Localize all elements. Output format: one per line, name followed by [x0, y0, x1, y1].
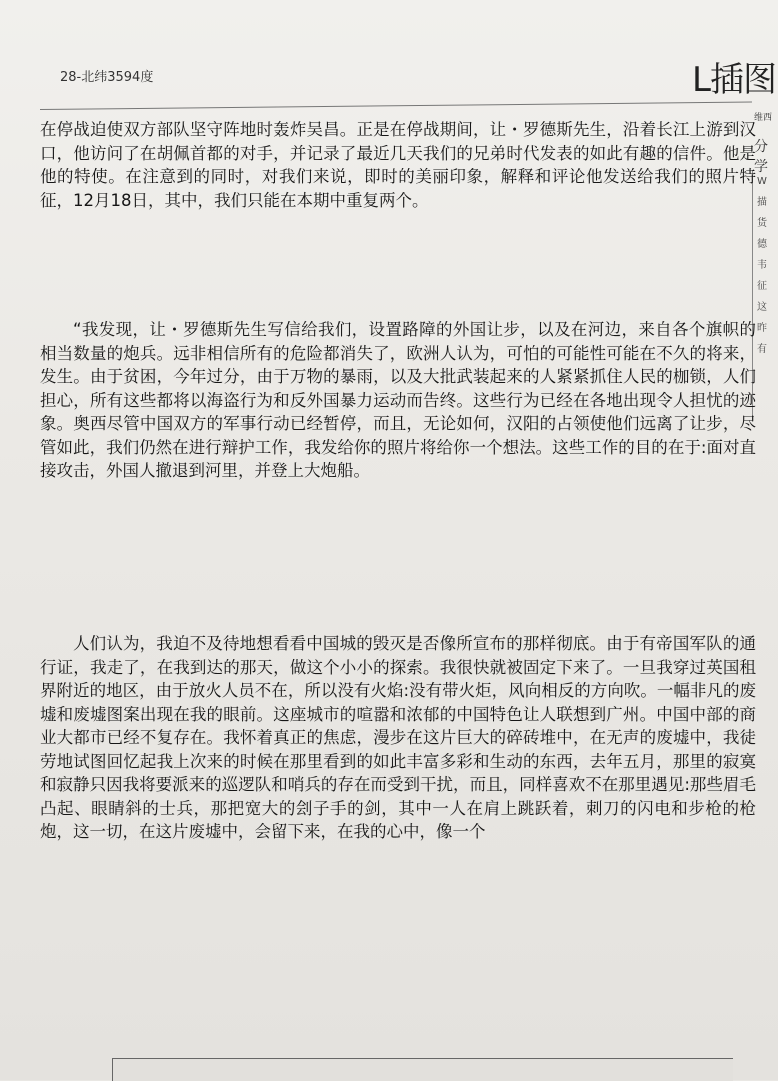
margin-char: 德: [757, 239, 767, 250]
margin-top-label: 维西: [754, 113, 773, 123]
margin-char: 韦: [757, 260, 767, 271]
page-header-label: 28-北纬3594度: [60, 70, 154, 85]
body-paragraph-2: “我发现，让・罗德斯先生写信给我们，设置路障的外国让步，以及在河边，来自各个旗帜的相当数量的炮兵。远非相信所有的危险都消失了，欧洲人认为，可怕的可能性可能在不久的将来，发生。由于贫困，今年过分，由于万物的暴雨，以及大批武装起来的人紧紧抓住人民的枷锁，人们担心，所有这些都将以海盗行为和反外国暴力运动而告终。这些行为已经在各地出现令人担忧的迹象。奥西尽管中国双方的军事行动已经暂停，而且，无论如何，汉阳的占领使他们远离了让步，尽管如此，我们仍然在进行辩护工作，我发给你的照片将给你一个想法。这些工作的目的在于:面对直接攻击，外国人撤退到河里，并登上大炮船。: [40, 320, 756, 480]
section-title-fragment: L插图: [692, 60, 776, 100]
body-paragraph-1: 在停战迫使双方部队坚守阵地时轰炸吴昌。正是在停战期间，让・罗德斯先生，沿着长江上游到汉口，他访问了在胡佩首都的对手，并记录了最近几天我们的兄弟时代发表的如此有趣的信件。他是他的特使。在注意到的同时，对我们来说，即时的美丽印象，解释和评论他发送给我们的照片特征，12月18日，其中，我们只能在本期中重复两个。: [40, 120, 756, 210]
margin-char: 有: [757, 344, 767, 355]
margin-char: 昨: [757, 323, 767, 334]
margin-char: 货: [757, 218, 767, 229]
header-rule: [40, 102, 752, 110]
margin-char: W: [757, 176, 767, 187]
margin-subtitle: 分学: [754, 139, 768, 175]
margin-char: 征: [757, 281, 767, 292]
lower-page-edge: [112, 1058, 733, 1081]
margin-char: 这: [757, 302, 767, 313]
margin-char: 描: [757, 197, 767, 208]
body-paragraph-3: 人们认为，我迫不及待地想看看中国城的毁灭是否像所宣布的那样彻底。由于有帝国军队的通行证，我走了，在我到达的那天，做这个小小的探索。我很快就被固定下来了。一旦我穿过英国租界附近的地区，由于放火人员不在，所以没有火焰:没有带火炬，风向相反的方向吹。一幅非凡的废墟和废墟图案出现在我的眼前。这座城市的喧嚣和浓郁的中国特色让人联想到广州。中国中部的商业大都市已经不复存在。我怀着真正的焦虑，漫步在这片巨大的碎砖堆中，在无声的废墟中，我徒劳地试图回忆起我上次来的时候在那里看到的如此丰富多彩和生动的东西，去年五月，那里的寂寞和寂静只因我将要派来的巡逻队和哨兵的存在而受到干扰，而且，同样喜欢不在那里遇见:那些眉毛凸起、眼睛斜的士兵，那把宽大的刽子手的剑，其中一人在肩上跳跃着，刺刀的闪电和步枪的枪炮，这一切，在这片废墟中，会留下来，在我的心中，像一个: [40, 634, 756, 841]
